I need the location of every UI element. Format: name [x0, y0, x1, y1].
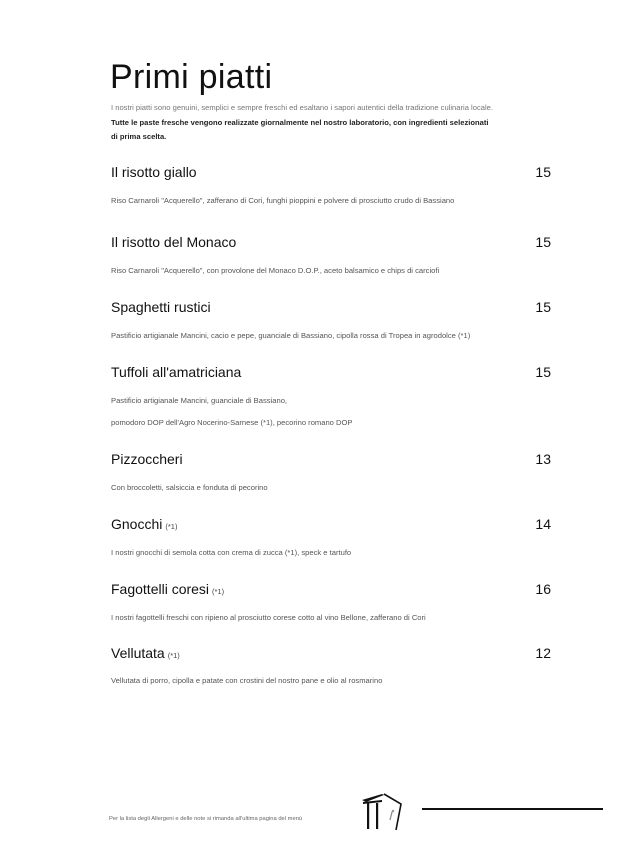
dish-description: pomodoro DOP dell'Agro Nocerino-Sarnese (*1), pecorino romano DOP — [111, 418, 353, 427]
dish-description: Con broccoletti, salsiccia e fonduta di pecorino — [111, 483, 268, 492]
dish-price: 15 — [535, 234, 551, 250]
dish-price: 14 — [535, 516, 551, 532]
dish-name: Gnocchi (*1) — [111, 516, 178, 532]
dish-description: I nostri fagottelli freschi con ripieno al prosciutto corese cotto al vino Bellone, zafferano di Cori — [111, 613, 426, 622]
dish-name: Tuffoli all'amatriciana — [111, 364, 242, 380]
dish-price: 15 — [535, 364, 551, 380]
dish-price: 15 — [535, 164, 551, 180]
dish-description: Vellutata di porro, cipolla e patate con crostini del nostro pane e olio al rosmarino — [111, 676, 383, 685]
dish-price: 15 — [535, 299, 551, 315]
footer-divider — [422, 808, 603, 810]
dish-description: Riso Carnaroli "Acquerello", con provolone del Monaco D.O.P., aceto balsamico e chips di carciofi — [111, 266, 440, 275]
dish-name: Il risotto giallo — [111, 164, 197, 180]
dish-description: Riso Carnaroli "Acquerello", zafferano di Cori, funghi pioppini e polvere di prosciutto crudo di Bassiano — [111, 196, 455, 205]
intro-bold-line: Tutte le paste fresche vengono realizzate giornalmente nel nostro laboratorio, con ingredienti selezionati — [111, 118, 489, 127]
dish-name: Il risotto del Monaco — [111, 234, 237, 250]
intro-text: I nostri piatti sono genuini, semplici e sempre freschi ed esaltano i sapori autentici della tradizione culinaria locale. — [111, 103, 494, 112]
temple-logo-icon — [360, 790, 406, 832]
dish-price: 13 — [535, 451, 551, 467]
dish-name: Fagottelli coresi (*1) — [111, 581, 225, 597]
dish-price: 16 — [535, 581, 551, 597]
dish-name: Vellutata (*1) — [111, 645, 180, 661]
dish-name: Pizzoccheri — [111, 451, 183, 467]
dish-price: 12 — [535, 645, 551, 661]
dish-description: Pastificio artigianale Mancini, guanciale di Bassiano, — [111, 396, 288, 405]
intro-bold-line: di prima scelta. — [111, 132, 167, 141]
intro-bold-text — [111, 116, 531, 144]
page-title: Primi piatti — [110, 58, 273, 96]
allergen-footer-note: Per la lista degli Allergeni e delle note si rimanda all'ultima pagina del menù — [109, 816, 303, 822]
dish-description: Pastificio artigianale Mancini, cacio e pepe, guanciale di Bassiano, cipolla rossa di Tropea in agrodolce (*1) — [111, 331, 471, 340]
dish-description: I nostri gnocchi di semola cotta con crema di zucca (*1), speck e tartufo — [111, 548, 352, 557]
dish-name: Spaghetti rustici — [111, 299, 211, 315]
